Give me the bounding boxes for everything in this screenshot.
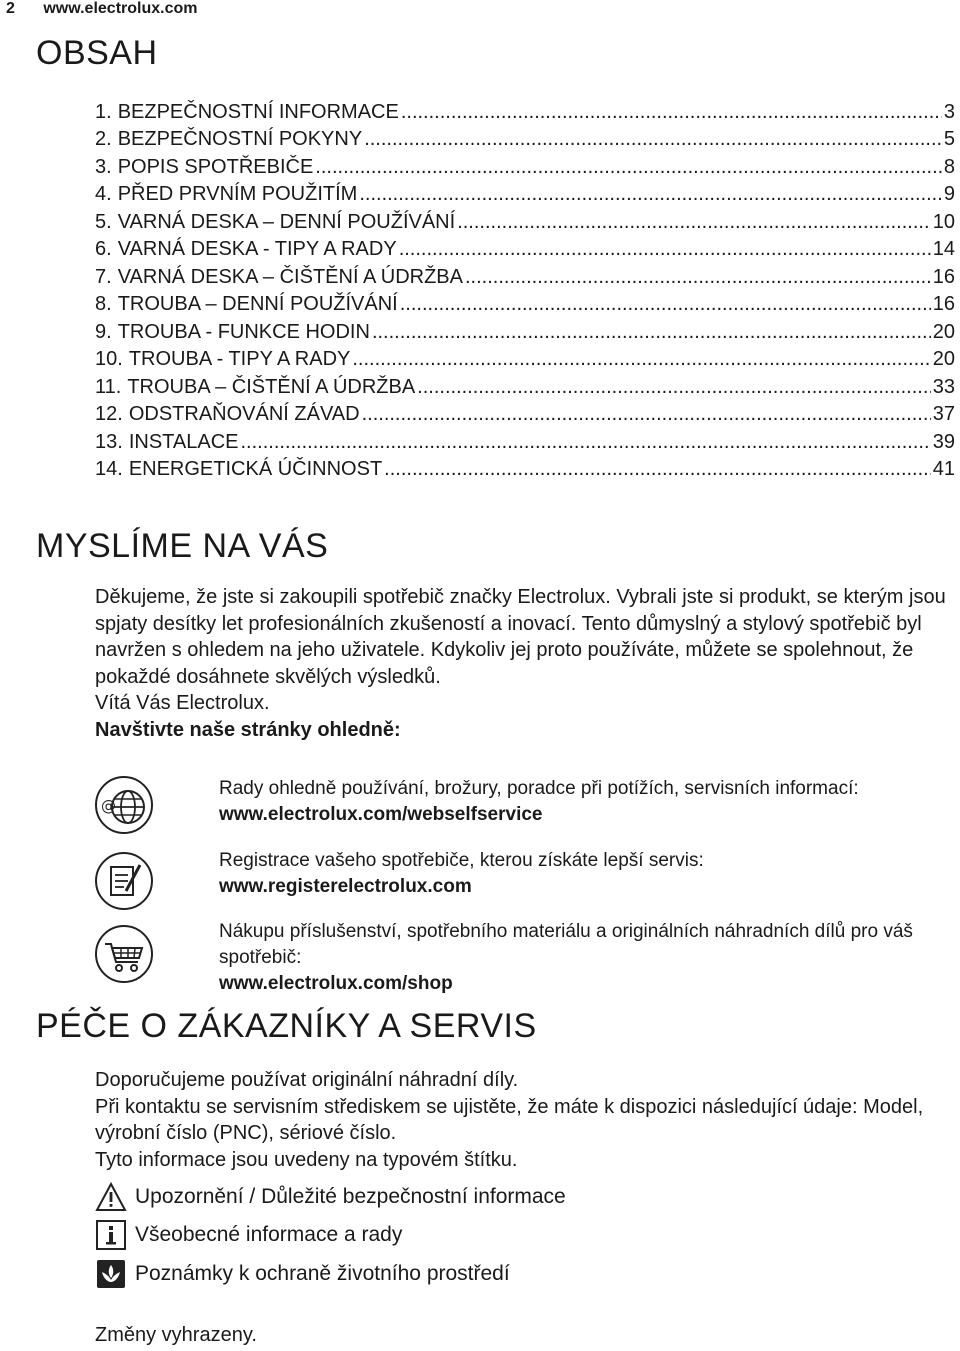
toc-item-number: 9. bbox=[95, 320, 112, 343]
legend-warning bbox=[95, 1181, 566, 1213]
toc-item-title: BEZPEČNOSTNÍ INFORMACE bbox=[117, 100, 399, 123]
toc-item-number: 1. bbox=[95, 100, 112, 123]
page-number: 2 bbox=[6, 0, 15, 17]
intro-text: Děkujeme, že jste si zakoupili spotřebič značky Electrolux. Vybrali jste si produkt, se kterým jsou spjaty desítky let profesionálních zkušeností a inovací. Tento důmyslný a stylový spotřebič byl navržen s ohledem na jeho uživatele. Kdykoliv jej proto používáte, můžete se spolehnout, že pokaždé dosáhnete skvělých výsledků. bbox=[95, 586, 946, 688]
toc-item-page: 3 bbox=[943, 100, 955, 123]
legend-text: Poznámky k ochraně životního prostředí bbox=[135, 1262, 510, 1285]
toc-item[interactable] bbox=[95, 206, 955, 234]
care-line-3: Tyto informace jsou uvedeny na typovém štítku. bbox=[95, 1148, 518, 1171]
toc-leader-dots bbox=[315, 156, 942, 179]
toc-item-page: 9 bbox=[943, 183, 955, 205]
toc-leader-dots bbox=[359, 183, 942, 206]
toc-leader-dots bbox=[364, 128, 942, 151]
shopping-cart-icon bbox=[94, 924, 154, 984]
toc-leader-dots bbox=[372, 321, 931, 344]
toc-title: OBSAH bbox=[36, 34, 158, 72]
toc-leader-dots bbox=[401, 101, 942, 124]
toc-item-title: PŘED PRVNÍM POUŽITÍM bbox=[117, 183, 358, 205]
legend-environment bbox=[95, 1258, 510, 1290]
toc-item[interactable] bbox=[95, 399, 955, 427]
service-text: Rady ohledně používání, brožury, poradce při potížích, servisních informací: bbox=[219, 778, 859, 799]
toc-item-title: POPIS SPOTŘEBIČE bbox=[117, 155, 314, 178]
toc-item-number: 3. bbox=[95, 155, 112, 178]
changes-reserved: Změny vyhrazeny. bbox=[95, 1324, 257, 1346]
toc-item[interactable] bbox=[95, 261, 955, 289]
care-line-1: Doporučujeme používat originální náhradní díly. bbox=[95, 1069, 519, 1091]
globe-web-icon bbox=[94, 775, 154, 835]
toc-item[interactable] bbox=[95, 344, 955, 372]
toc-leader-dots bbox=[352, 348, 930, 371]
toc-leader-dots bbox=[465, 266, 931, 289]
toc-item[interactable] bbox=[95, 454, 955, 482]
intro-paragraph bbox=[95, 584, 955, 743]
svg-text:@: @ bbox=[101, 797, 116, 815]
toc-item-number: 10. bbox=[95, 348, 123, 370]
toc-leader-dots bbox=[362, 403, 931, 426]
toc-leader-dots bbox=[399, 238, 931, 261]
toc-item[interactable] bbox=[95, 151, 955, 179]
service-item-register bbox=[219, 848, 959, 900]
legend-info bbox=[95, 1219, 402, 1251]
toc-item-number: 14. bbox=[95, 458, 123, 480]
section-title-care: PÉČE O ZÁKAZNÍKY A SERVIS bbox=[36, 1007, 537, 1045]
toc-item-page: 16 bbox=[932, 265, 955, 288]
toc-item-title: INSTALACE bbox=[128, 430, 239, 453]
toc-leader-dots bbox=[240, 431, 930, 454]
toc-item[interactable] bbox=[95, 179, 955, 207]
welcome-text: Vítá Vás Electrolux. bbox=[95, 692, 270, 714]
service-text: Nákupu příslušenství, spotřebního materiálu a originálních náhradních dílů pro váš spotřebič: bbox=[219, 921, 913, 968]
toc-item-number: 6. bbox=[95, 238, 112, 260]
toc-item[interactable] bbox=[95, 234, 955, 262]
toc-item-page: 33 bbox=[932, 375, 955, 398]
service-link[interactable]: www.registerelectrolux.com bbox=[219, 876, 472, 897]
visit-heading: Navštivte naše stránky ohledně: bbox=[95, 718, 401, 741]
toc-item-number: 12. bbox=[95, 403, 123, 425]
toc-leader-dots bbox=[417, 376, 931, 399]
info-icon bbox=[95, 1219, 127, 1251]
toc-item[interactable] bbox=[95, 289, 955, 317]
toc-leader-dots bbox=[400, 293, 931, 316]
toc-item-page: 14 bbox=[932, 238, 955, 260]
service-link[interactable]: www.electrolux.com/webselfservice bbox=[219, 804, 543, 825]
toc-item-number: 4. bbox=[95, 183, 112, 205]
legend-text: Upozornění / Důležité bezpečnostní informace bbox=[135, 1185, 566, 1208]
care-line-2: Při kontaktu se servisním střediskem se ujistěte, že máte k dispozici následující údaje: Model, výrobní číslo (PNC), sériové číslo. bbox=[95, 1095, 924, 1144]
toc-item-page: 10 bbox=[932, 210, 955, 233]
toc-item-page: 39 bbox=[932, 430, 955, 453]
toc-item-number: 8. bbox=[95, 293, 112, 315]
environment-icon bbox=[95, 1258, 127, 1290]
toc-item-title: VARNÁ DESKA - TIPY A RADY bbox=[117, 238, 397, 260]
section-title-thinking: MYSLÍME NA VÁS bbox=[36, 527, 329, 565]
toc-item-title: TROUBA - TIPY A RADY bbox=[128, 348, 351, 370]
toc-leader-dots bbox=[384, 458, 931, 481]
toc-item[interactable] bbox=[95, 426, 955, 454]
toc-item-title: BEZPEČNOSTNÍ POKYNY bbox=[117, 128, 363, 150]
toc-item-page: 37 bbox=[932, 403, 955, 425]
care-paragraph bbox=[95, 1067, 955, 1173]
toc-item-page: 16 bbox=[932, 293, 955, 315]
warning-icon bbox=[95, 1181, 127, 1213]
toc-item-number: 2. bbox=[95, 128, 112, 150]
toc-item-page: 20 bbox=[932, 320, 955, 343]
page-header bbox=[6, 0, 197, 18]
toc-item-title: TROUBA - FUNKCE HODIN bbox=[117, 320, 370, 343]
toc-item-title: VARNÁ DESKA – DENNÍ POUŽÍVÁNÍ bbox=[117, 210, 456, 233]
toc-item[interactable] bbox=[95, 371, 955, 399]
service-item-shop bbox=[219, 919, 959, 997]
table-of-contents bbox=[95, 96, 955, 481]
toc-item-number: 11. bbox=[95, 375, 122, 398]
toc-leader-dots bbox=[457, 211, 931, 234]
toc-item-title: ENERGETICKÁ ÚČINNOST bbox=[128, 458, 383, 480]
toc-item-number: 13. bbox=[95, 430, 123, 453]
service-item-webselfservice bbox=[219, 776, 959, 828]
toc-item[interactable] bbox=[95, 96, 955, 124]
toc-item-page: 20 bbox=[932, 348, 955, 370]
toc-item-title: VARNÁ DESKA – ČIŠTĚNÍ A ÚDRŽBA bbox=[117, 265, 463, 288]
toc-item[interactable] bbox=[95, 316, 955, 344]
toc-item-page: 5 bbox=[943, 128, 955, 150]
service-text: Registrace vašeho spotřebiče, kterou získáte lepší servis: bbox=[219, 850, 704, 871]
toc-item-title: TROUBA – ČIŠTĚNÍ A ÚDRŽBA bbox=[127, 375, 416, 398]
registration-form-icon bbox=[94, 851, 154, 911]
toc-item-page: 41 bbox=[932, 458, 955, 480]
legend-text: Všeobecné informace a rady bbox=[135, 1223, 403, 1246]
service-link[interactable]: www.electrolux.com/shop bbox=[219, 973, 453, 994]
toc-item-title: ODSTRAŇOVÁNÍ ZÁVAD bbox=[128, 403, 360, 425]
toc-item-page: 8 bbox=[943, 155, 955, 178]
toc-item-number: 7. bbox=[95, 265, 112, 288]
toc-item-number: 5. bbox=[95, 210, 112, 233]
toc-item-title: TROUBA – DENNÍ POUŽÍVÁNÍ bbox=[117, 293, 398, 315]
toc-item[interactable] bbox=[95, 124, 955, 152]
site-url[interactable]: www.electrolux.com bbox=[43, 0, 198, 17]
